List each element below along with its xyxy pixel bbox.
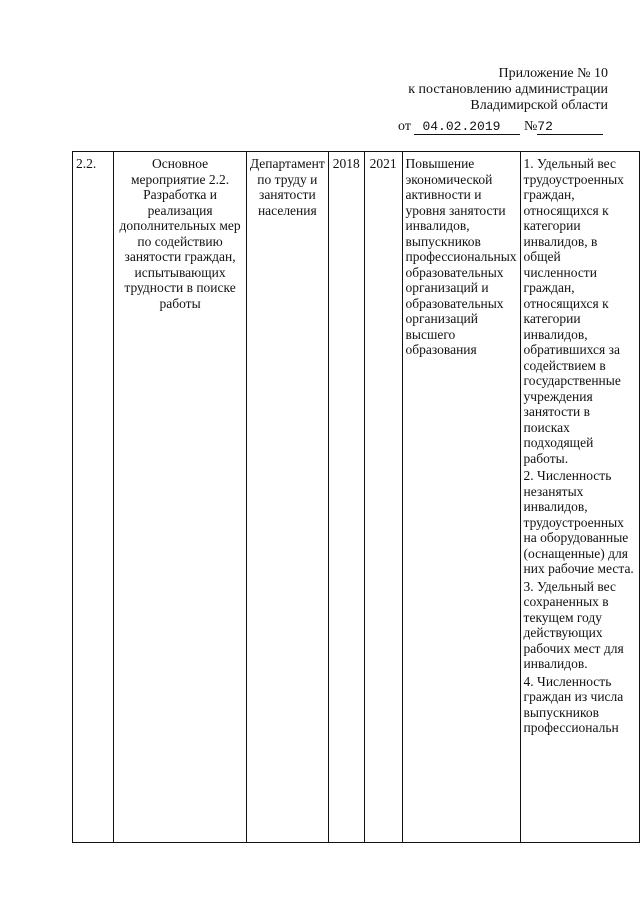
measures-table — [72, 151, 640, 843]
decree-date-line — [398, 119, 608, 135]
indicator-item: 3. Удельный вес сохраненных в текущем году действующих рабочих мест для инвалидов. — [523, 578, 624, 671]
appendix-region: Владимирской области — [470, 98, 608, 113]
expected-result: Повышение экономической активности и уровня занятости инвалидов, выпускников профессиональных образовательных организаций и образовательных организаций высшего образования — [402, 152, 520, 843]
appendix-title: Приложение № 10 — [498, 66, 608, 81]
decree-number: 72 — [537, 119, 603, 135]
end-year: 2021 — [364, 152, 402, 843]
measure-name: Основное мероприятие 2.2. Разработка и реализация дополнительных мер по содействию занятости граждан, испытывающих трудности в поиске работы — [114, 152, 247, 843]
row-number: 2.2. — [73, 152, 114, 843]
indicator-item: 1. Удельный вес трудоустроенных граждан, относящихся к категории инвалидов, в общей численности граждан, относящихся к категории инвалидов, обратившихся за содействием в государственные учреждения занятости в поисках подходящей работы. — [523, 156, 624, 466]
table-row — [73, 152, 640, 843]
from-label: от — [398, 119, 411, 134]
indicator-item: 4. Численность граждан из числа выпускников профессиональн — [523, 673, 624, 735]
appendix-header — [368, 66, 608, 114]
indicators-cell — [520, 152, 639, 843]
indicator-item: 2. Численность незанятых инвалидов, трудоустроенных на оборудованные (оснащенные) для них рабочие места. — [523, 468, 634, 576]
start-year: 2018 — [328, 152, 364, 843]
number-label: № — [523, 119, 538, 134]
responsible-department: Департамент по труду и занятости населения — [246, 152, 328, 843]
decree-date: 04.02.2019 — [414, 119, 520, 135]
appendix-subtitle: к постановлению администрации — [408, 82, 608, 97]
